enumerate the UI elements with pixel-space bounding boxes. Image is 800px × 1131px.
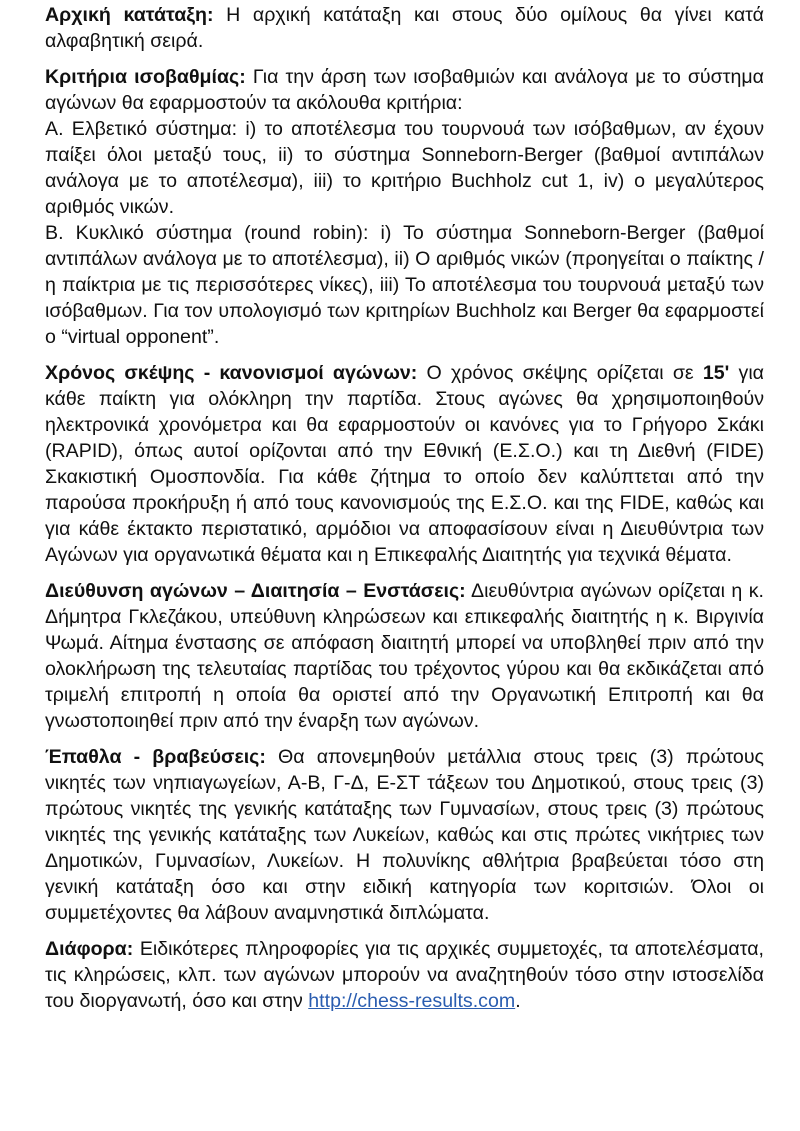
misc-heading: Διάφορα:: [45, 938, 134, 960]
prizes-heading: Έπαθλα - βραβεύσεις:: [45, 746, 266, 768]
direction-text: Διευθύντρια αγώνων ορίζεται η κ. Δήμητρα Γκλεζάκου, υπεύθυνη κληρώσεων και επικεφαλής διαιτητής η κ. Βιργινία Ψωμά. Αίτημα ένστασης σε απόφαση διαιτητή μπορεί να υποβληθεί πριν από την ολοκλήρωση της τελευταίας παρτίδας του τρέχοντος γύρου και θα εκδικάζεται από τριμελή επιτροπή η οποία θα οριστεί από την Οργανωτική Επιτροπή και θα γνωστοποιηθεί πριν από την έναρξη των αγώνων.: [45, 580, 764, 732]
section-initial-ranking: [45, 2, 764, 54]
time-control-text-before: Ο χρόνος σκέψης ορίζεται σε: [417, 362, 703, 384]
misc-text: Ειδικότερες πληροφορίες για τις αρχικές συμμετοχές, τα αποτελέσματα, τις κληρώσεις, κλπ. των αγώνων μπορούν να αναζητηθούν τόσο στην ιστοσελίδα του διοργανωτή, όσο και στην: [45, 938, 764, 1012]
tiebreak-intro-block: [45, 64, 764, 116]
section-misc: [45, 936, 764, 1014]
section-direction: [45, 578, 764, 734]
misc-end: .: [515, 990, 521, 1012]
tiebreak-heading: Κριτήρια ισοβαθμίας:: [45, 66, 246, 88]
direction-heading: Διεύθυνση αγώνων – Διαιτησία – Ενστάσεις:: [45, 580, 466, 602]
time-control-minutes: 15': [702, 362, 730, 384]
section-prizes: [45, 744, 764, 926]
section-time-control: [45, 360, 764, 568]
initial-ranking-heading: Αρχική κατάταξη:: [45, 4, 214, 26]
section-tiebreak: [45, 64, 764, 350]
chess-results-link[interactable]: http://chess-results.com: [308, 990, 516, 1012]
tiebreak-round-robin: Β. Κυκλικό σύστημα (round robin): i) Το σύστημα Sonneborn-Berger (βαθμοί αντιπάλων ανάλογα με το αποτέλεσμα), ii) Ο αριθμός νικών (προηγείται ο παίκτης / η παίκτρια με τις περισσότερες νίκες), iii) Το αποτέλεσμα του τουρνουά μεταξύ των ισόβαθμων. Για τον υπολογισμό των κριτηρίων Buchholz και Berger θα εφαρμοστεί ο “virtual opponent”.: [45, 222, 764, 348]
initial-ranking-text: Η αρχική κατάταξη και στους δύο ομίλους θα γίνει κατά αλφαβητική σειρά.: [45, 4, 764, 52]
prizes-text: Θα απονεμηθούν μετάλλια στους τρεις (3) πρώτους νικητές των νηπιαγωγείων, Α-Β, Γ-Δ, Ε-ΣΤ τάξεων του Δημοτικού, στους τρεις (3) πρώτους νικητές της γενικής κατάταξης των Γυμνασίων, στους τρεις (3) πρώτους νικητές της γενικής κατάταξης των Λυκείων, καθώς και στις πρώτες νικήτριες των Δημοτικών, Γυμνασίων, Λυκείων. Η πολυνίκης αθλήτρια βραβεύεται τόσο στη γενική κατάταξη όσο και στην ειδική κατηγορία των κοριτσιών. Όλοι οι συμμετέχοντες θα λάβουν αναμνηστικά διπλώματα.: [45, 746, 764, 924]
time-control-heading: Χρόνος σκέψης - κανονισμοί αγώνων:: [45, 362, 418, 384]
tiebreak-intro: Για την άρση των ισοβαθμιών και ανάλογα με το σύστημα αγώνων θα εφαρμοστούν τα ακόλουθα κριτήρια:: [45, 66, 764, 114]
tiebreak-swiss: Α. Ελβετικό σύστημα: i) το αποτέλεσμα του τουρνουά των ισόβαθμων, αν έχουν παίξει όλοι μεταξύ τους, ii) το σύστημα Sonneborn-Berger (βαθμοί αντιπάλων ανάλογα με το αποτέλεσμα), iii) το κριτήριο Buchholz cut 1, iv) ο μεγαλύτερος αριθμός νικών.: [45, 118, 764, 218]
time-control-text-after: για κάθε παίκτη για ολόκληρη την παρτίδα. Στους αγώνες θα χρησιμοποιηθούν ηλεκτρονικά χρονόμετρα και θα εφαρμοστούν οι κανόνες για το Γρήγορο Σκάκι (RAPID), όπως αυτοί ορίζονται από την Εθνική (Ε.Σ.Ο.) και τη Διεθνή (FIDE) Σκακιστική Ομοσπονδία. Για κάθε ζήτημα το οποίο δεν καλύπτεται από την παρούσα προκήρυξη ή από τους κανονισμούς της Ε.Σ.Ο. και της FIDE, καθώς και για κάθε έκτακτο περιστατικό, αρμόδιοι να αποφασίσουν είναι η Διευθύντρια των Αγώνων για οργανωτικά θέματα και η Επικεφαλής Διαιτητής για τεχνικά θέματα.: [45, 362, 764, 566]
